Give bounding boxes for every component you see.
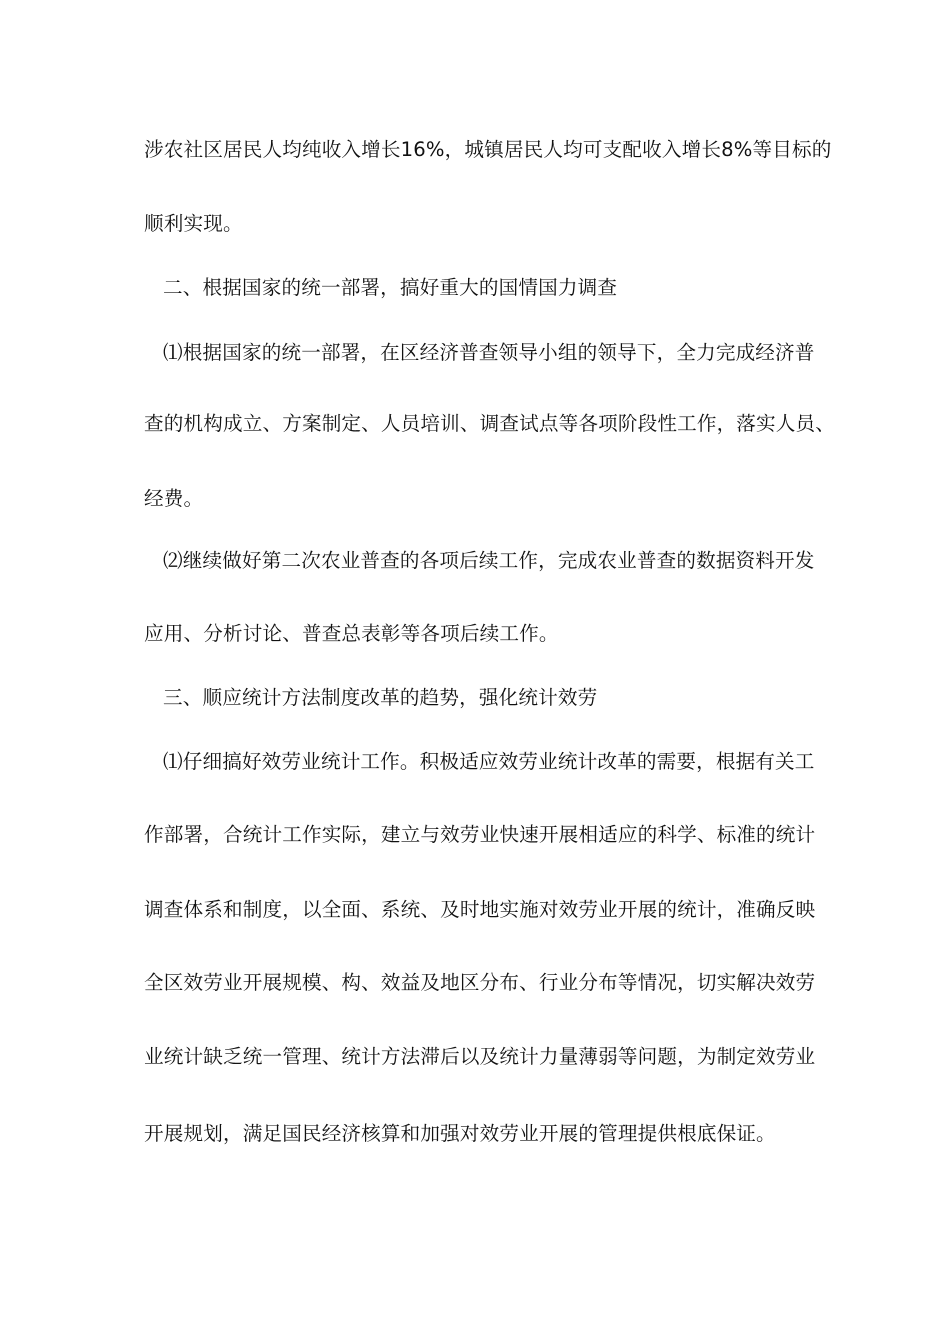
paragraph-line: 查的机构成立、方案制定、人员培训、调查试点等各项阶段性工作，落实人员、	[144, 412, 836, 435]
paragraph-line: 业统计缺乏统一管理、统计方法滞后以及统计力量薄弱等问题，为制定效劳业	[144, 1045, 816, 1068]
paragraph-line: 调查体系和制度，以全面、系统、及时地实施对效劳业开展的统计，准确反映	[144, 898, 816, 921]
paragraph-line: 开展规划，满足国民经济核算和加强对效劳业开展的管理提供根底保证。	[144, 1122, 776, 1145]
paragraph-line: 经费。	[144, 487, 204, 510]
paragraph-line: 涉农社区居民人均纯收入增长16%，城镇居民人均可支配收入增长8%等目标的	[144, 138, 832, 161]
section-heading: 三、顺应统计方法制度改革的趋势，强化统计效劳	[163, 686, 598, 709]
section-heading: 二、根据国家的统一部署，搞好重大的国情国力调查	[163, 276, 618, 299]
paragraph-line: 作部署，合统计工作实际，建立与效劳业快速开展相适应的科学、标准的统计	[144, 823, 816, 846]
paragraph-line: 顺利实现。	[144, 212, 243, 235]
paragraph-line: ⑴根据国家的统一部署，在区经济普查领导小组的领导下，全力完成经济普	[163, 341, 815, 364]
paragraph-line: ⑵继续做好第二次农业普查的各项后续工作，完成农业普查的数据资料开发	[163, 549, 815, 572]
paragraph-line: ⑴仔细搞好效劳业统计工作。积极适应效劳业统计改革的需要，根据有关工	[163, 750, 815, 773]
paragraph-line: 应用、分析讨论、普查总表彰等各项后续工作。	[144, 622, 559, 645]
paragraph-line: 全区效劳业开展规模、构、效益及地区分布、行业分布等情况，切实解决效劳	[144, 971, 816, 994]
